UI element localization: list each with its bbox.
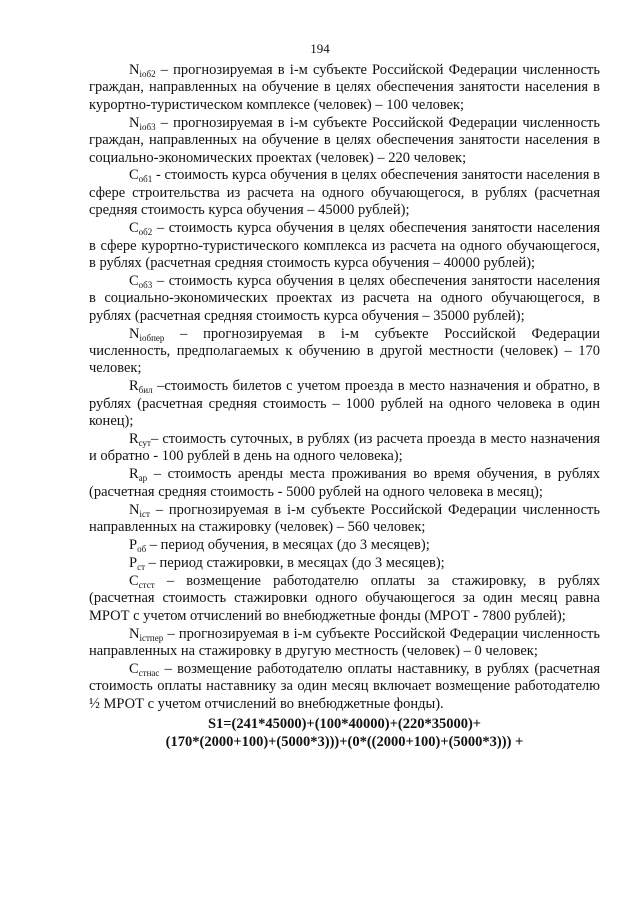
variable-subscript: ст [137,561,146,572]
variable-subscript: ioб3 [139,121,156,132]
variable-symbol: R [129,378,139,395]
variable-symbol: Р [129,536,138,553]
variable-subscript: iобпер [139,332,165,343]
variable-symbol: N [129,114,140,131]
definition-text: – период стажировки, в месяцах (до 3 месяцев); [145,554,445,571]
definition-text: – прогнозируемая в i-м субъекте Российской Федерации численность направленных на стажировку (человек) – 560 человек; [89,501,600,536]
variable-symbol: N [129,501,140,518]
definition-paragraph [89,626,600,661]
definition-text: – прогнозируемая в i-м субъекте Российской Федерации численность граждан, направленных на обучение в целях обеспечения занятости населения в курортно-туристическом комплексе (человек) – 100 человек; [89,62,600,113]
variable-symbol: С [129,220,139,237]
definition-text: – прогнозируемая в i-м субъекте Российской Федерации численность граждан, направленных на обучение в целях обеспечения занятости населения в социально-экономических проектах (человек) – 220 человек; [89,114,600,166]
definition-text: – период обучения, в месяцах (до 3 месяцев); [146,536,430,553]
variable-subscript: стст [138,579,155,590]
definition-text: –стоимость билетов с учетом проезда в место назначения и обратно, в рублях (расчетная средняя стоимость – 1000 рублей на одного человека в один конец); [89,378,600,430]
variable-subscript: стнас [138,667,160,678]
definition-paragraph [89,573,600,625]
formula-line-2: (170*(2000+100)+(5000*3)))+(0*((2000+100)+(5000*3))) + [165,734,524,751]
definition-paragraph [89,661,600,713]
definition-paragraph [89,62,600,114]
variable-symbol: С [129,660,139,677]
definition-paragraph [89,431,600,466]
definitions-list [89,62,600,751]
variable-symbol: С [129,167,139,184]
definition-paragraph [89,502,600,537]
variable-symbol: N [129,62,140,78]
variable-subscript: об3 [138,279,153,290]
definition-paragraph [89,273,600,325]
variable-subscript: сут [138,438,151,449]
definition-paragraph [89,326,600,378]
definition-paragraph [89,378,600,430]
variable-subscript: бил [138,385,153,396]
variable-subscript: ioб2 [139,69,156,79]
definition-text: – стоимость курса обучения в целях обеспечения занятости населения в социально-экономических проектах из расчета на одного обучающегося, в рублях (расчетная средняя стоимость курса обучения – 35000 рублей); [89,272,600,324]
variable-symbol: R [129,466,139,483]
definition-paragraph [89,466,600,501]
variable-subscript: об1 [138,174,153,185]
definition-text: – стоимость суточных, в рублях (из расчета проезда в место назначения и обратно - 100 рублей в день на одного человека); [89,431,600,465]
variable-symbol: N [129,325,140,342]
variable-subscript: ар [138,473,148,484]
variable-symbol: Р [129,554,138,571]
variable-symbol: С [129,272,139,289]
variable-subscript: об2 [138,227,153,238]
variable-symbol: R [129,431,139,448]
definition-text: – прогнозируемая в i-м субъекте Российской Федерации численность направленных на стажировку в другую местность (человек) – 0 человек; [89,625,600,659]
page-number: 194 [310,41,330,56]
definition-paragraph [89,115,600,167]
variable-symbol: N [129,625,140,642]
definition-text: – стоимость курса обучения в целях обеспечения занятости населения в сфере курортно-туристического комплекса из расчета на одного обучающегося, в рублях (расчетная средняя стоимость курса обучения – 40000 рублей); [89,220,600,271]
definition-paragraph [89,167,600,219]
definition-text: - стоимость курса обучения в целях обеспечения занятости населения в сфере строительства из расчета на одного обучающегося, в рублях (расчетная средняя стоимость курса обучения – 45000 рублей); [89,167,600,219]
variable-subscript: iстпер [139,632,164,643]
variable-subscript: об [137,543,147,554]
definition-text: – прогнозируемая в i-м субъекте Российской Федерации численность, предполагаемых к обучению в другой местности (человек) – 170 человек; [89,325,600,377]
variable-symbol: С [129,572,139,589]
definition-text: – стоимость аренды места проживания во время обучения, в рублях (расчетная средняя стоимость - 5000 рублей на одного человека в месяц); [89,466,600,500]
formula-line-1: S1=(241*45000)+(100*40000)+(220*35000)+ [207,716,482,733]
formula [89,715,600,751]
variable-subscript: iст [139,508,150,519]
definition-paragraph [89,220,600,272]
definition-text: – возмещение работодателю оплаты наставнику, в рублях (расчетная стоимость оплаты наставнику за один месяц включает возмещение работодателю ½ МРОТ с учетом отчислений во внебюджетные фонды). [89,660,600,712]
definition-text: – возмещение работодателю оплаты за стажировку, в рублях (расчетная стоимость стажировки одного обучающегося за один месяц равна МРОТ с учетом отчислений во внебюджетные фонды (МРОТ - 7800 рублей); [89,572,600,624]
definition-paragraph [89,537,600,554]
definition-paragraph [89,555,600,572]
